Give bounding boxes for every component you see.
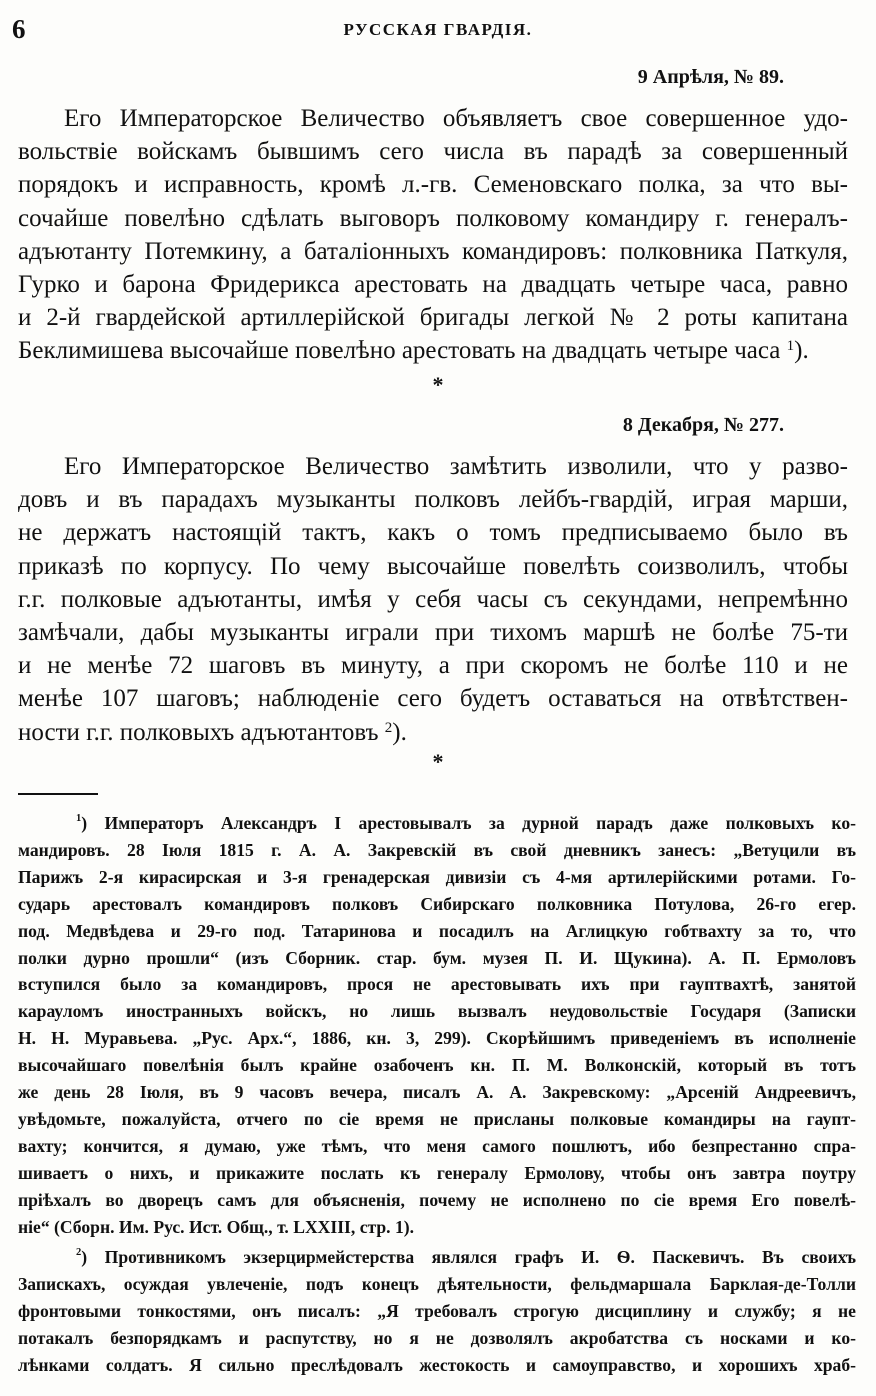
footnote-line: Н. Н. Муравьева. „Рус. Арх.“, 1886, кн. 3, 299). Скорѣйшимъ приведеніемъ въ исполненіе [18,1028,856,1049]
footnote-line: высочайшаго повелѣнія былъ крайне озабоченъ кн. П. М. Волконскій, который въ тотъ [18,1055,856,1076]
footnote-line: полки дурно прошли“ (изъ Сборник. стар. бум. музея П. И. Щукина). А. П. Ермоловъ [18,947,856,968]
footnote-line: же день 28 Іюля, въ 9 часовъ вечера, писалъ А. А. Закревскому: „Арсеній Андреевичъ, [18,1082,856,1103]
order2-date: 8 Декабря, № 277. [622,414,784,436]
order1-line: вольствіе войскамъ бывшимъ сего числа въ парадѣ за совершенный [18,138,848,166]
footnote-2 [18,1244,856,1379]
separator-star: * [432,749,444,774]
footnote-ref-1: 1 [786,338,795,355]
footnote-marker: 2 [76,1247,82,1258]
separator-star: * [432,372,444,397]
footnote-line: Запискахъ, осуждая увлеченіе, подъ конецъ дѣятельности, фельдмаршала Барклая-де-Толли [18,1273,856,1294]
order1-end: ). [794,337,809,365]
order1-last-text: Беклимишева высочайше повелѣно арестовать на двадцать четыре часа [18,337,781,365]
footnote-line: ніе“ (Сборн. Им. Рус. Ист. Общ., т. LXXIII, стр. 1). [18,1216,415,1237]
order1-line [18,334,848,367]
footnote-line: вступился было за командировъ, прося не арестовывать ихъ при гауптвахтѣ, занятой [18,974,856,995]
order2-line: не держатъ настоящій тактъ, какъ о томъ предписываемо было въ [18,519,848,547]
order2-line [18,716,848,749]
footnote-1 [18,810,856,1241]
order2-text [18,450,848,749]
footnote-rule [18,793,98,795]
order2-line: замѣчали, дабы музыканты играли при тихомъ маршѣ не болѣе 75-ти [18,619,848,647]
footnote-line: сударь арестовалъ командировъ полковъ Сибирскаго полковника Потулова, 26-го егер. [18,893,856,914]
footnote-line: потакалъ безпорядкамъ и распутству, но я не дозволялъ акробатства съ носками и ко- [18,1327,856,1348]
footnote-line: под. Медвѣдева и 29-го под. Татаринова и посадилъ на Аглицкую гобтвахту за то, что [18,920,856,941]
footnote-text: ) Противникомъ экзерцирмейстерства являлся графъ И. Ѳ. Паскевичъ. Въ своихъ [81,1247,856,1267]
order2-line: менѣе 107 шаговъ; наблюденіе сего будетъ оставаться на отвѣтствен- [18,685,848,713]
order1-line: сочайше повелѣно сдѣлать выговоръ полковому командиру г. генералъ- [18,204,848,232]
footnote-line: лѣнками солдатъ. Я сильно преслѣдовалъ жестокость и самоуправство, и хорошихъ храб- [18,1354,856,1375]
order1-line: порядокъ и исправность, кромѣ л.-гв. Семеновскаго полка, за что вы- [18,171,848,199]
footnote-line: увѣдомьте, пожалуйста, отчего по сіе время не присланы полковые командиры на гаупт- [18,1108,856,1129]
order2-line: Его Императорское Величество замѣтить изволили, что у разво- [64,453,848,480]
footnote-line: шиваетъ о нихъ, и прикажите послать къ генералу Ермолову, чтобы онъ завтра поутру [18,1162,856,1183]
footnote-line [18,810,856,837]
order1-line: Гурко и барона Фридерикса арестовать на двадцать четыре часа, равно [18,271,848,299]
footnote-line: вахту; кончится, я думаю, уже тѣмъ, что меня самого пошлютъ, ибо безпрестанно спра- [18,1135,856,1156]
order2-line: довъ и въ парадахъ музыканты полковъ лейбъ-гвардій, играя марши, [18,486,848,514]
order2-last-text: ности г.г. полковыхъ адъютантовъ [18,718,379,746]
order2-line: г.г. полковые адъютанты, имѣя у себя часы съ секундами, непремѣнно [18,585,848,613]
footnote-text: ) Императоръ Александръ I арестовывалъ за дурной парадъ даже полковыхъ ко- [81,813,856,833]
footnote-ref-2: 2 [384,719,393,736]
running-head: РУССКАЯ ГВАРДІЯ. [343,20,533,39]
order1-line: и 2-й гвардейской артиллерійской бригады легкой № 2 роты капитана [18,304,848,332]
page-number: 6 [12,14,26,44]
order2-line: приказѣ по корпусу. По чему высочайше повелѣть соизволилъ, чтобы [18,552,848,580]
order1-line: адъютанту Потемкину, а баталіонныхъ командировъ: полковника Паткуля, [18,237,848,265]
order1-text [18,102,848,368]
order1-line: Его Императорское Величество объявляетъ свое совершенное удо- [64,105,848,132]
footnote-line: Парижъ 2-я кирасирская и 3-я гренадерская дивизіи съ 4-мя артилерійскими ротами. Го- [18,866,856,887]
order2-end: ). [392,718,407,746]
footnote-line: мандировъ. 28 Іюля 1815 г. А. А. Закревскій въ свой дневникъ занесъ: „Ветуцили въ [18,839,856,860]
footnote-line: пріѣхалъ во дворецъ самъ для объясненія, почему не исполнено по сіе время Его повелѣ- [18,1189,856,1210]
footnote-line [18,1244,856,1271]
footnote-line: фронтовыми тонкостями, онъ писалъ: „Я требовалъ строгую дисциплину и службу; я не [18,1300,856,1321]
footnote-line: карауломъ иностранныхъ войскъ, но лишь вызвалъ неудовольствіе Государя (Записки [18,1001,856,1022]
order1-date: 9 Апрѣля, № 89. [637,66,784,88]
order2-line: и не менѣе 72 шаговъ въ минуту, а при скоромъ не болѣе 110 и не [18,652,848,680]
footnote-marker: 1 [76,813,82,824]
